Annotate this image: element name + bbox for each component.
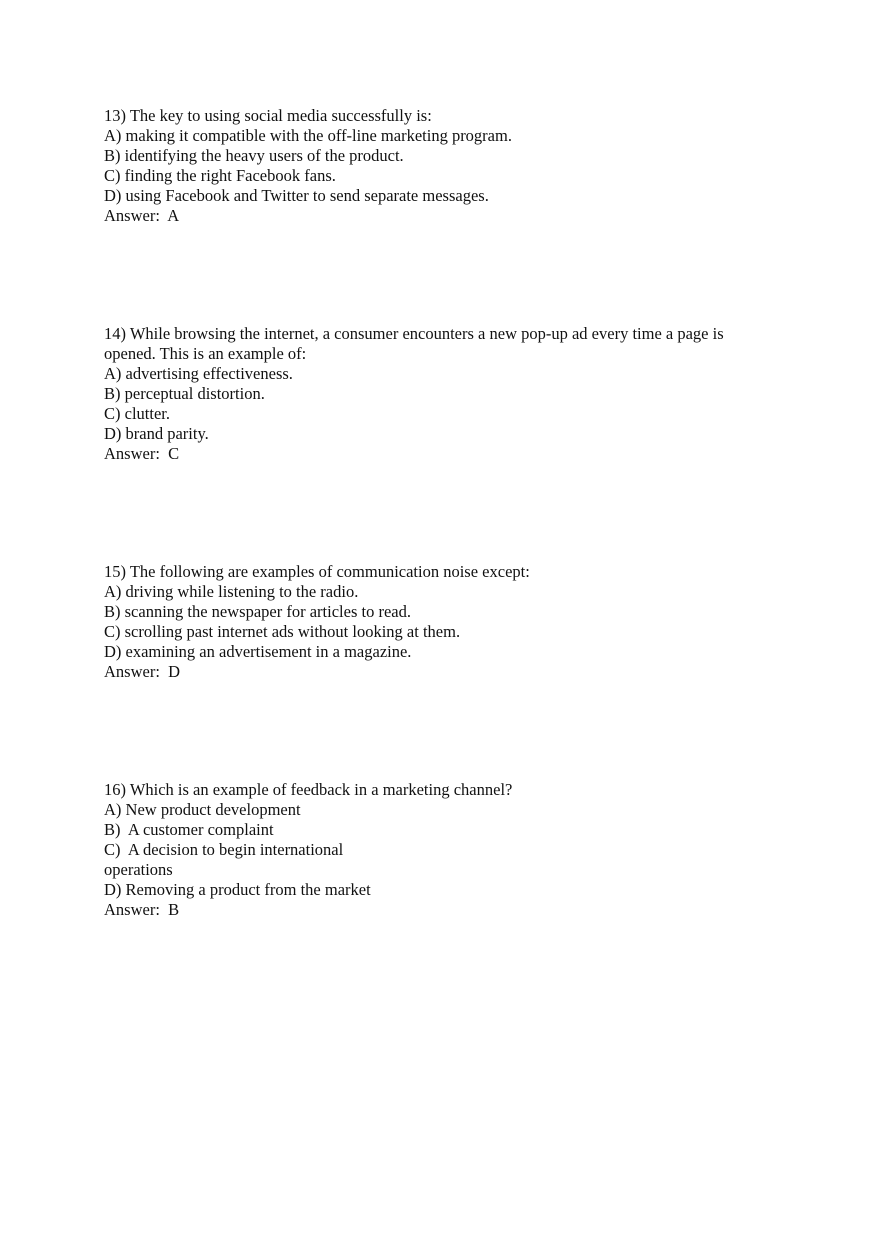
option-b: B) A customer complaint	[104, 820, 274, 839]
question-stem-line-2: opened. This is an example of:	[104, 344, 307, 363]
question-stem-line-1: 14) While browsing the internet, a consumer encounters a new pop-up ad every time a page is	[104, 324, 724, 343]
option-a: A) driving while listening to the radio.	[104, 582, 359, 601]
option-a: A) making it compatible with the off-line marketing program.	[104, 126, 512, 145]
question-stem: 13) The key to using social media successfully is:	[104, 106, 432, 125]
option-a: A) New product development	[104, 800, 301, 819]
option-c-continuation: operations	[104, 860, 173, 879]
option-b: B) perceptual distortion.	[104, 384, 265, 403]
option-d: D) brand parity.	[104, 424, 209, 443]
option-a: A) advertising effectiveness.	[104, 364, 293, 383]
question-stem: 16) Which is an example of feedback in a marketing channel?	[104, 780, 513, 799]
option-d: D) Removing a product from the market	[104, 880, 371, 899]
answer: Answer: C	[104, 444, 180, 463]
option-c: C) scrolling past internet ads without looking at them.	[104, 622, 461, 641]
option-c: C) A decision to begin international	[104, 840, 344, 859]
option-b: B) identifying the heavy users of the product.	[104, 146, 404, 165]
option-c: C) finding the right Facebook fans.	[104, 166, 336, 185]
answer: Answer: A	[104, 206, 180, 225]
option-c: C) clutter.	[104, 404, 170, 423]
option-b: B) scanning the newspaper for articles to read.	[104, 602, 411, 621]
question-13	[104, 106, 794, 226]
question-stem: 15) The following are examples of communication noise except:	[104, 562, 530, 581]
option-d: D) using Facebook and Twitter to send separate messages.	[104, 186, 489, 205]
answer: Answer: D	[104, 662, 181, 681]
question-15	[104, 562, 794, 682]
option-d: D) examining an advertisement in a magazine.	[104, 642, 412, 661]
answer: Answer: B	[104, 900, 180, 919]
question-14	[104, 324, 794, 464]
question-16	[104, 780, 794, 920]
